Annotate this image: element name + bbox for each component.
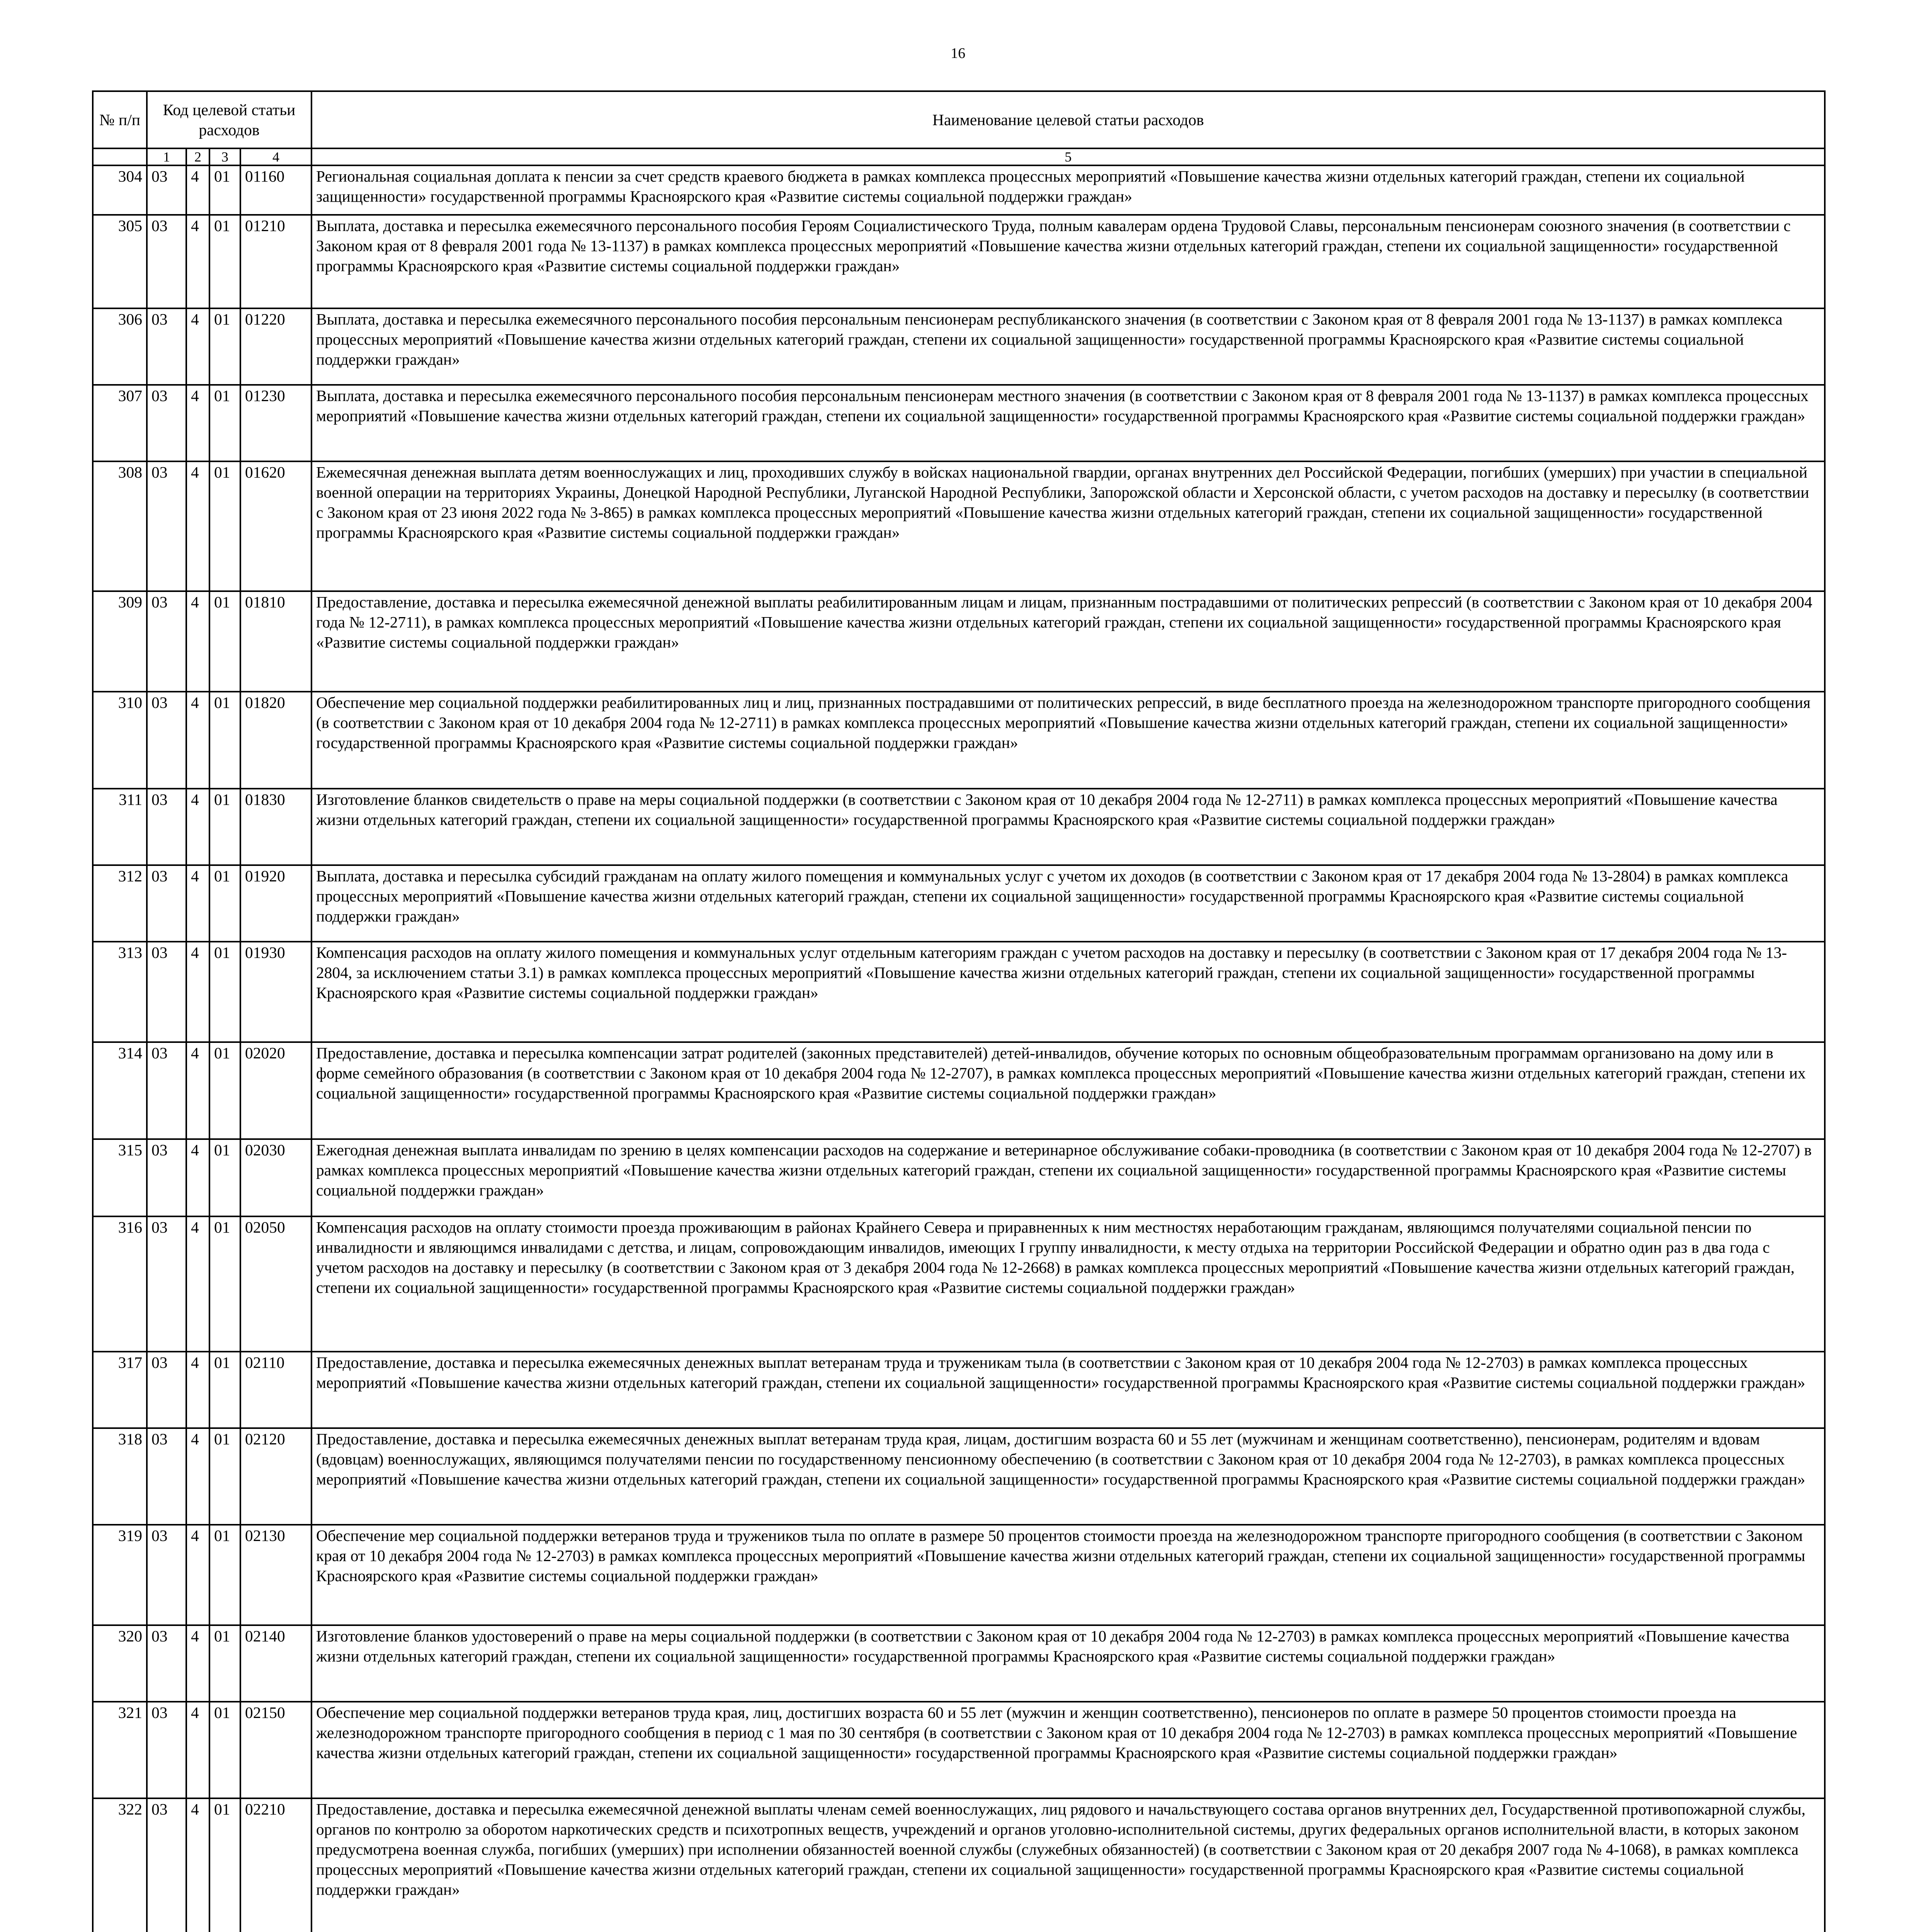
header-row-number: № п/п <box>93 91 147 148</box>
code-part-3: 01 <box>209 1798 240 1932</box>
code-part-1: 03 <box>147 461 186 591</box>
code-part-2: 4 <box>186 692 209 789</box>
code-part-4: 01930 <box>240 942 311 1042</box>
row-number: 311 <box>93 789 147 865</box>
code-part-1: 03 <box>147 1042 186 1139</box>
code-part-3: 01 <box>209 789 240 865</box>
code-part-3: 01 <box>209 461 240 591</box>
code-part-3: 01 <box>209 1428 240 1525</box>
row-number: 312 <box>93 865 147 942</box>
expense-name: Выплата, доставка и пересылка ежемесячного персонального пособия персональным пенсионерам республиканского значения (в соответствии с Законом края от 8 февраля 2001 года № 13-1137) в рамках комплекса процессных мероприятий «Повышение качества жизни отдельных категорий граждан, степени их социальной защищенности» государственной программы Красноярского края «Развитие системы социальной поддержки граждан» <box>311 308 1825 385</box>
code-part-1: 03 <box>147 1702 186 1798</box>
code-part-2: 4 <box>186 215 209 308</box>
code-part-1: 03 <box>147 1798 186 1932</box>
code-part-2: 4 <box>186 1702 209 1798</box>
code-part-4: 01230 <box>240 385 311 461</box>
code-part-2: 4 <box>186 1352 209 1428</box>
code-part-1: 03 <box>147 1352 186 1428</box>
code-part-2: 4 <box>186 385 209 461</box>
row-number: 308 <box>93 461 147 591</box>
code-part-3: 01 <box>209 1625 240 1702</box>
code-part-4: 01220 <box>240 308 311 385</box>
expense-name: Ежегодная денежная выплата инвалидам по зрению в целях компенсации расходов на содержание и ветеринарное обслуживание собаки-проводника (в соответствии с Законом края от 10 декабря 2004 года № 12-2707) в рамках комплекса процессных мероприятий «Повышение качества жизни отдельных категорий граждан, степени их социальной защищенности» государственной программы Красноярского края «Развитие системы социальной поддержки граждан» <box>311 1139 1825 1216</box>
expense-name: Выплата, доставка и пересылка ежемесячного персонального пособия персональным пенсионерам местного значения (в соответствии с Законом края от 8 февраля 2001 года № 13-1137) в рамках комплекса процессных мероприятий «Повышение качества жизни отдельных категорий граждан, степени их социальной защищенности» государственной программы Красноярского края «Развитие системы социальной поддержки граждан» <box>311 385 1825 461</box>
code-part-4: 01830 <box>240 789 311 865</box>
code-part-2: 4 <box>186 789 209 865</box>
table-row <box>93 591 1825 692</box>
table-row <box>93 942 1825 1042</box>
expense-name: Выплата, доставка и пересылка ежемесячного персонального пособия Героям Социалистического Труда, полным кавалерам ордена Трудовой Славы, персональным пенсионерам союзного значения (в соответствии с Законом края от 8 февраля 2001 года № 13-1137) в рамках комплекса процессных мероприятий «Повышение качества жизни отдельных категорий граждан, степени их социальной защищенности» государственной программы Красноярского края «Развитие системы социальной поддержки граждан» <box>311 215 1825 308</box>
table-row <box>93 789 1825 865</box>
budget-table <box>92 90 1826 1932</box>
expense-name: Региональная социальная доплата к пенсии за счет средств краевого бюджета в рамках комплекса процессных мероприятий «Повышение качества жизни отдельных категорий граждан, степени их социальной защищенности» государственной программы Красноярского края «Развитие системы социальной поддержки граждан» <box>311 165 1825 215</box>
code-part-4: 01210 <box>240 215 311 308</box>
table-row <box>93 215 1825 308</box>
code-part-1: 03 <box>147 865 186 942</box>
table-row <box>93 1798 1825 1932</box>
table-row <box>93 1042 1825 1139</box>
code-part-4: 01810 <box>240 591 311 692</box>
row-number: 309 <box>93 591 147 692</box>
table-row <box>93 1352 1825 1428</box>
code-part-3: 01 <box>209 1139 240 1216</box>
code-part-4: 01820 <box>240 692 311 789</box>
code-part-4: 02130 <box>240 1525 311 1625</box>
code-part-2: 4 <box>186 1428 209 1525</box>
header-name: Наименование целевой статьи расходов <box>311 91 1825 148</box>
column-number-5: 5 <box>311 148 1825 165</box>
code-part-3: 01 <box>209 215 240 308</box>
code-part-1: 03 <box>147 165 186 215</box>
code-part-2: 4 <box>186 1139 209 1216</box>
code-part-3: 01 <box>209 942 240 1042</box>
code-part-4: 01620 <box>240 461 311 591</box>
expense-name: Предоставление, доставка и пересылка ежемесячных денежных выплат ветеранам труда края, лицам, достигшим возраста 60 и 55 лет (мужчинам и женщинам соответственно), пенсионерам, родителям и вдовам (вдовцам) военнослужащих, являющимся получателями пенсии по государственному пенсионному обеспечению (в соответствии с Законом края от 10 декабря 2004 года № 12-2703), в рамках комплекса процессных мероприятий «Повышение качества жизни отдельных категорий граждан, степени их социальной защищенности» государственной программы Красноярского края «Развитие системы социальной поддержки граждан» <box>311 1428 1825 1525</box>
code-part-4: 01160 <box>240 165 311 215</box>
row-number: 313 <box>93 942 147 1042</box>
code-part-1: 03 <box>147 308 186 385</box>
code-part-2: 4 <box>186 942 209 1042</box>
code-part-3: 01 <box>209 385 240 461</box>
expense-name: Изготовление бланков удостоверений о праве на меры социальной поддержки (в соответствии с Законом края от 10 декабря 2004 года № 12-2703) в рамках комплекса процессных мероприятий «Повышение качества жизни отдельных категорий граждан, степени их социальной защищенности» государственной программы Красноярского края «Развитие системы социальной поддержки граждан» <box>311 1625 1825 1702</box>
column-number-1: 1 <box>147 148 186 165</box>
code-part-4: 02030 <box>240 1139 311 1216</box>
code-part-1: 03 <box>147 385 186 461</box>
table-row <box>93 1216 1825 1352</box>
row-number: 321 <box>93 1702 147 1798</box>
row-number: 322 <box>93 1798 147 1932</box>
column-number-3: 3 <box>209 148 240 165</box>
code-part-3: 01 <box>209 1216 240 1352</box>
code-part-4: 01920 <box>240 865 311 942</box>
code-part-1: 03 <box>147 1525 186 1625</box>
code-part-4: 02210 <box>240 1798 311 1932</box>
expense-name: Компенсация расходов на оплату жилого помещения и коммунальных услуг отдельным категориям граждан с учетом расходов на доставку и пересылку (в соответствии с Законом края от 17 декабря 2004 года № 13-2804, за исключением статьи 3.1) в рамках комплекса процессных мероприятий «Повышение качества жизни отдельных категорий граждан, степени их социальной защищенности» государственной программы Красноярского края «Развитие системы социальной поддержки граждан» <box>311 942 1825 1042</box>
column-number-2: 2 <box>186 148 209 165</box>
code-part-4: 02140 <box>240 1625 311 1702</box>
code-part-3: 01 <box>209 1352 240 1428</box>
row-number: 316 <box>93 1216 147 1352</box>
code-part-1: 03 <box>147 942 186 1042</box>
code-part-3: 01 <box>209 692 240 789</box>
code-part-2: 4 <box>186 1042 209 1139</box>
row-number: 310 <box>93 692 147 789</box>
code-part-4: 02110 <box>240 1352 311 1428</box>
expense-name: Выплата, доставка и пересылка субсидий гражданам на оплату жилого помещения и коммунальных услуг с учетом их доходов (в соответствии с Законом края от 17 декабря 2004 года № 13-2804) в рамках комплекса процессных мероприятий «Повышение качества жизни отдельных категорий граждан, степени их социальной защищенности» государственной программы Красноярского края «Развитие системы социальной поддержки граждан» <box>311 865 1825 942</box>
code-part-1: 03 <box>147 1216 186 1352</box>
code-part-1: 03 <box>147 591 186 692</box>
table-row <box>93 865 1825 942</box>
row-number: 315 <box>93 1139 147 1216</box>
code-part-2: 4 <box>186 1625 209 1702</box>
code-part-1: 03 <box>147 215 186 308</box>
table-row <box>93 1139 1825 1216</box>
header-spacer <box>93 148 147 165</box>
table-row <box>93 1525 1825 1625</box>
code-part-1: 03 <box>147 1428 186 1525</box>
table-row <box>93 1428 1825 1525</box>
code-part-4: 02050 <box>240 1216 311 1352</box>
code-part-2: 4 <box>186 308 209 385</box>
row-number: 318 <box>93 1428 147 1525</box>
row-number: 304 <box>93 165 147 215</box>
expense-name: Предоставление, доставка и пересылка ежемесячных денежных выплат ветеранам труда и труженикам тыла (в соответствии с Законом края от 10 декабря 2004 года № 12-2703) в рамках комплекса процессных мероприятий «Повышение качества жизни отдельных категорий граждан, степени их социальной защищенности» государственной программы Красноярского края «Развитие системы социальной поддержки граждан» <box>311 1352 1825 1428</box>
expense-name: Обеспечение мер социальной поддержки ветеранов труда края, лиц, достигших возраста 60 и 55 лет (мужчин и женщин соответственно), пенсионеров по оплате в размере 50 процентов стоимости проезда на железнодорожном транспорте пригородного сообщения в период с 1 мая по 30 сентября (в соответствии с Законом края от 10 декабря 2004 года № 12-2703) в рамках комплекса процессных мероприятий «Повышение качества жизни отдельных категорий граждан, степени их социальной защищенности» государственной программы Красноярского края «Развитие системы социальной поддержки граждан» <box>311 1702 1825 1798</box>
code-part-1: 03 <box>147 789 186 865</box>
code-part-2: 4 <box>186 1798 209 1932</box>
code-part-2: 4 <box>186 1216 209 1352</box>
page-number: 16 <box>951 45 965 61</box>
row-number: 305 <box>93 215 147 308</box>
expense-name: Предоставление, доставка и пересылка ежемесячной денежной выплаты реабилитированным лицам и лицам, признанным пострадавшими от политических репрессий (в соответствии с Законом края от 10 декабря 2004 года № 12-2711), в рамках комплекса процессных мероприятий «Повышение качества жизни отдельных категорий граждан, степени их социальной защищенности» государственной программы Красноярского края «Развитие системы социальной поддержки граждан» <box>311 591 1825 692</box>
expense-name: Компенсация расходов на оплату стоимости проезда проживающим в районах Крайнего Севера и приравненных к ним местностях неработающим гражданам, являющимся получателями социальной пенсии по инвалидности и являющимся инвалидами с детства, и лицам, сопровождающим инвалидов, имеющих I группу инвалидности, к месту отдыха на территории Российской Федерации и обратно один раз в два года с учетом расходов на доставку и пересылку (в соответствии с Законом края от 3 декабря 2004 года № 12-2668) в рамках комплекса процессных мероприятий «Повышение качества жизни отдельных категорий граждан, степени их социальной защищенности» государственной программы Красноярского края «Развитие системы социальной поддержки граждан» <box>311 1216 1825 1352</box>
expense-name: Ежемесячная денежная выплата детям военнослужащих и лиц, проходивших службу в войсках национальной гвардии, органах внутренних дел Российской Федерации, погибших (умерших) при участии в специальной военной операции на территориях Украины, Донецкой Народной Республики, Луганской Народной Республики, Запорожской области и Херсонской области, с учетом расходов на доставку и пересылку (в соответствии с Законом края от 23 июня 2022 года № 3-865) в рамках комплекса процессных мероприятий «Повышение качества жизни отдельных категорий граждан, степени их социальной защищенности» государственной программы Красноярского края «Развитие системы социальной поддержки граждан» <box>311 461 1825 591</box>
code-part-1: 03 <box>147 1139 186 1216</box>
table-row <box>93 308 1825 385</box>
code-part-4: 02120 <box>240 1428 311 1525</box>
table-row <box>93 461 1825 591</box>
header-code: Код целевой статьи расходов <box>147 91 311 148</box>
code-part-1: 03 <box>147 692 186 789</box>
expense-name: Обеспечение мер социальной поддержки реабилитированных лиц и лиц, признанных пострадавшими от политических репрессий, в виде бесплатного проезда на железнодорожном транспорте пригородного сообщения (в соответствии с Законом края от 10 декабря 2004 года № 12-2711) в рамках комплекса процессных мероприятий «Повышение качества жизни отдельных категорий граждан, степени их социальной защищенности» государственной программы Красноярского края «Развитие системы социальной поддержки граждан» <box>311 692 1825 789</box>
column-number-4: 4 <box>240 148 311 165</box>
table-row <box>93 385 1825 461</box>
code-part-2: 4 <box>186 591 209 692</box>
code-part-3: 01 <box>209 165 240 215</box>
table-row <box>93 1625 1825 1702</box>
row-number: 317 <box>93 1352 147 1428</box>
code-part-3: 01 <box>209 1702 240 1798</box>
code-part-2: 4 <box>186 865 209 942</box>
expense-name: Предоставление, доставка и пересылка компенсации затрат родителей (законных представителей) детей-инвалидов, обучение которых по основным общеобразовательным программам организовано на дому или в форме семейного образования (в соответствии с Законом края от 10 декабря 2004 года № 12-2707), в рамках комплекса процессных мероприятий «Повышение качества жизни отдельных категорий граждан, степени их социальной защищенности» государственной программы Красноярского края «Развитие системы социальной поддержки граждан» <box>311 1042 1825 1139</box>
code-part-3: 01 <box>209 308 240 385</box>
table-row <box>93 1702 1825 1798</box>
expense-name: Обеспечение мер социальной поддержки ветеранов труда и тружеников тыла по оплате в размере 50 процентов стоимости проезда на железнодорожном транспорте пригородного сообщения (в соответствии с Законом края от 10 декабря 2004 года № 12-2703) в рамках комплекса процессных мероприятий «Повышение качества жизни отдельных категорий граждан, степени их социальной защищенности» государственной программы Красноярского края «Развитие системы социальной поддержки граждан» <box>311 1525 1825 1625</box>
code-part-1: 03 <box>147 1625 186 1702</box>
code-part-3: 01 <box>209 1525 240 1625</box>
row-number: 307 <box>93 385 147 461</box>
expense-name: Изготовление бланков свидетельств о праве на меры социальной поддержки (в соответствии с Законом края от 10 декабря 2004 года № 12-2711) в рамках комплекса процессных мероприятий «Повышение качества жизни отдельных категорий граждан, степени их социальной защищенности» государственной программы Красноярского края «Развитие системы социальной поддержки граждан» <box>311 789 1825 865</box>
code-part-3: 01 <box>209 591 240 692</box>
row-number: 320 <box>93 1625 147 1702</box>
expense-name: Предоставление, доставка и пересылка ежемесячной денежной выплаты членам семей военнослужащих, лиц рядового и начальствующего состава органов внутренних дел, Государственной противопожарной службы, органов по контролю за оборотом наркотических средств и психотропных веществ, учреждений и органов уголовно-исполнительной системы, других федеральных органов исполнительной власти, в которых законом предусмотрена военная служба, погибших (умерших) при исполнении обязанностей военной службы (служебных обязанностей) (в соответствии с Законом края от 20 декабря 2007 года № 4-1068), в рамках комплекса процессных мероприятий «Повышение качества жизни отдельных категорий граждан, степени их социальной защищенности» государственной программы Красноярского края «Развитие системы социальной поддержки граждан» <box>311 1798 1825 1932</box>
code-part-4: 02020 <box>240 1042 311 1139</box>
code-part-3: 01 <box>209 1042 240 1139</box>
code-part-2: 4 <box>186 165 209 215</box>
table-row <box>93 165 1825 215</box>
code-part-3: 01 <box>209 865 240 942</box>
code-part-2: 4 <box>186 1525 209 1625</box>
row-number: 306 <box>93 308 147 385</box>
table-row <box>93 692 1825 789</box>
row-number: 319 <box>93 1525 147 1625</box>
code-part-4: 02150 <box>240 1702 311 1798</box>
row-number: 314 <box>93 1042 147 1139</box>
code-part-2: 4 <box>186 461 209 591</box>
